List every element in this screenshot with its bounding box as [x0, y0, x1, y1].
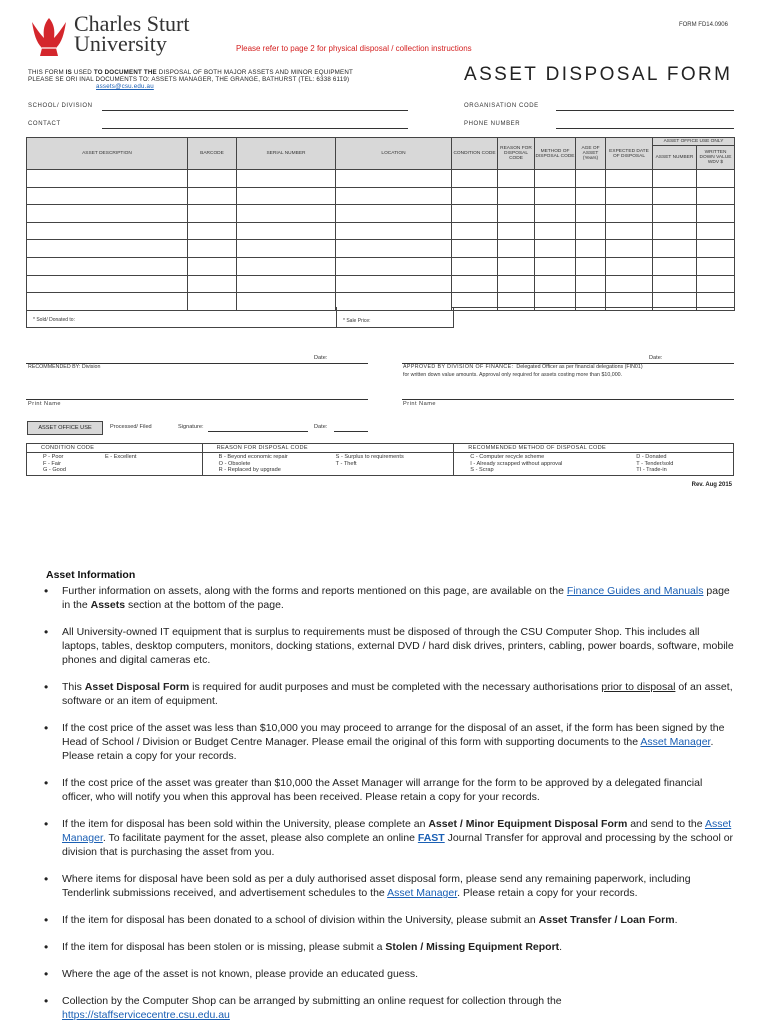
asset-table — [26, 137, 735, 311]
condition-code-item: P - Poor — [43, 454, 64, 460]
form-intro — [28, 69, 353, 91]
org-code-field[interactable] — [556, 110, 734, 111]
underlined-text: prior to disposal — [601, 681, 676, 693]
assets-email-link[interactable]: assets@csu.edu.au — [96, 83, 154, 91]
reason-code-item: B - Beyond economic repair — [218, 454, 288, 460]
col-asset-description: ASSET DESCRIPTION — [27, 138, 188, 170]
reason-code-header: REASON FOR DISPOSAL CODE — [202, 444, 454, 453]
sold-donated-label: * Sold/ Donated to: — [33, 317, 75, 323]
phone-field[interactable] — [556, 128, 734, 129]
table-bottom-line — [452, 307, 734, 308]
intro-bold: IS — [65, 69, 72, 76]
method-code-item: T - Tender/sold — [636, 460, 674, 467]
intro-part: THIS FORM — [28, 69, 66, 76]
approved-note-1: Delegated Officer as per financial delegations (FIN01) — [516, 364, 643, 370]
text: section at the bottom of the page. — [125, 599, 284, 611]
reason-code-item: S - Surplus to requirements — [335, 454, 404, 460]
col-location: LOCATION — [336, 138, 452, 170]
text: . — [559, 941, 563, 953]
office-signature-line[interactable] — [208, 431, 308, 432]
print-name-label-left: Print Name — [28, 401, 61, 407]
logo-line-2: University — [74, 31, 167, 56]
method-code-item: S - Scrap — [470, 467, 494, 474]
intro-part: USED — [72, 69, 94, 76]
table-row[interactable] — [27, 222, 735, 240]
text: . Please retain a copy for your records. — [457, 887, 638, 899]
method-code-item: D - Donated — [636, 454, 667, 460]
approved-note-2: for written down value amounts. Approval only required for assets costing more than $10,000. — [403, 371, 623, 378]
text: Journal Transfer for approval and processing by the school or division that is purchasing the asset from you. — [62, 832, 734, 858]
col-method-code: METHOD OF DISPOSAL CODE — [535, 138, 576, 170]
print-name-line-right[interactable] — [402, 399, 734, 400]
intro-part: DISPOSAL OF BOTH MAJOR ASSETS AND MINOR EQUIPMENT — [156, 69, 354, 76]
col-wdv: WRITTEN DOWN VALUE WDV $ — [697, 146, 735, 170]
reason-code-item: O - Obsolete — [218, 460, 251, 467]
text: and send to the — [627, 818, 705, 830]
condition-code-item: G - Good — [43, 467, 67, 474]
contact-field[interactable] — [102, 128, 408, 129]
form-code: FORM FD14.0906 — [678, 22, 728, 28]
text: . Please retain a copy for your records. — [62, 736, 714, 762]
asset-manager-link[interactable]: Asset Manager — [640, 736, 711, 748]
asset-office-use-badge: ASSET OFFICE USE — [27, 421, 103, 435]
list-item — [44, 584, 734, 612]
revision-label: Rev. Aug 2015 — [691, 482, 732, 488]
recommended-by-label: RECOMMENDED BY: Division — [28, 364, 101, 370]
list-item — [44, 625, 734, 667]
table-row[interactable] — [27, 275, 735, 293]
office-use-header: ASSET OFFICE USE ONLY — [653, 138, 735, 146]
phone-label: PHONE NUMBER — [464, 121, 521, 127]
sold-row — [26, 307, 454, 328]
university-name — [74, 11, 190, 56]
disposal-notice: Please refer to page 2 for physical disposal / collection instructions — [236, 44, 472, 53]
table-row[interactable] — [27, 257, 735, 275]
staff-service-centre-link[interactable]: https://staffservicecentre.csu.edu.au — [62, 1009, 230, 1021]
office-date-label: Date: — [314, 424, 328, 430]
col-barcode: BARCODE — [188, 138, 237, 170]
list-item — [44, 940, 734, 954]
codes-legend — [26, 443, 734, 476]
bold-text: Assets — [90, 599, 126, 611]
date-label-right: Date: — [649, 355, 663, 361]
table-row[interactable] — [27, 240, 735, 258]
sale-price-label: * Sale Price: — [343, 318, 371, 324]
university-logo-icon — [28, 16, 70, 60]
method-code-item: TI - Trade-in — [636, 467, 667, 474]
office-date-line[interactable] — [334, 431, 368, 432]
list-item — [44, 776, 734, 804]
text: Further information on assets, along with the forms and reports mentioned on this page, are available on the — [62, 585, 567, 597]
text: . To facilitate payment for the asset, please also complete an online — [102, 832, 418, 844]
text: . — [674, 914, 678, 926]
text: Where items for disposal have been sold as per a duly authorised asset disposal form, please send any remaining paperwork, including Tenderlink submissions received, and advertisement schedules to the — [62, 873, 691, 899]
text: is required for audit purposes and must be completed with the necessary authorisations — [189, 681, 602, 693]
bold-text: Asset / Minor Equipment Disposal Form — [428, 818, 628, 830]
list-item — [44, 994, 734, 1022]
school-label: SCHOOL/ DIVISION — [28, 103, 93, 109]
method-code-header: RECOMMENDED METHOD OF DISPOSAL CODE — [454, 444, 734, 453]
text: Collection by the Computer Shop can be arranged by submitting an online request for collection through the — [62, 995, 562, 1007]
reason-code-item: T - Theft — [335, 460, 357, 467]
method-code-item: C - Computer recycle scheme — [470, 454, 545, 460]
asset-manager-link[interactable]: Asset Manager — [62, 818, 732, 844]
table-row[interactable] — [27, 170, 735, 188]
list-item — [44, 817, 734, 859]
asset-information-heading: Asset Information — [46, 569, 136, 581]
asset-information-list — [44, 584, 734, 1035]
print-name-line-left[interactable] — [26, 399, 368, 400]
text: of an asset, software or an item of equipment. — [62, 681, 733, 707]
text: Where the age of the asset is not known, please provide an educated guess. — [62, 968, 419, 980]
intro-bold: TO DOCUMENT THE — [93, 69, 157, 76]
intro-line-2: PLEASE SE ORI INAL DOCUMENTS TO: ASSETS MANAGER, THE GRANGE, BATHURST (TEL: 6338 6119) — [28, 76, 350, 84]
condition-code-item: F - Fair — [43, 460, 62, 467]
text: If the item for disposal has been sold within the University, please complete an — [62, 818, 429, 830]
list-item — [44, 967, 734, 981]
col-reason-code: REASON FOR DISPOSAL CODE — [498, 138, 535, 170]
asset-manager-link[interactable]: Asset Manager — [387, 887, 458, 899]
list-item — [44, 721, 734, 763]
text: page in the — [62, 585, 730, 611]
condition-code-item: E - Excellent — [105, 454, 137, 460]
text: All University-owned IT equipment that is surplus to requirements must be disposed of through the CSU Computer Shop. This includes all laptops, tables, desktop computers, monitors, docking stations, external DVD / hard disk drives, printers, cabling, power boards, software, mobile phones and digital cameras etc. — [62, 626, 734, 666]
signature-label: Signature: — [178, 424, 204, 430]
approved-by-label: APPROVED BY DIVISION OF FINANCE: — [403, 364, 514, 370]
col-expected-date: EXPECTED DATE OF DISPOSAL — [606, 138, 653, 170]
finance-guides-link[interactable]: Finance Guides and Manuals — [566, 585, 704, 597]
text: This — [62, 681, 85, 693]
table-row[interactable] — [27, 187, 735, 205]
list-item — [44, 872, 734, 900]
school-field[interactable] — [102, 110, 408, 111]
org-code-label: ORGANISATION CODE — [464, 103, 539, 109]
text: If the cost price of the asset was less than $10,000 you may proceed to arrange for the disposal of an asset, if the form has been signed by the Head of School / Division or Budget Centre Manager. Please email the original of this form with supporting documents to the — [62, 722, 725, 748]
approved-by-block — [403, 364, 735, 379]
list-item — [44, 913, 734, 927]
text: If the item for disposal has been stolen or is missing, please submit a — [62, 941, 386, 953]
text: If the item for disposal has been donated to a school of division within the University, please submit an — [62, 914, 539, 926]
bold-text: Asset Transfer / Loan Form — [538, 914, 675, 926]
table-row[interactable] — [27, 205, 735, 223]
logo-line-1: Charles Sturt — [74, 11, 190, 36]
bold-text: Asset Disposal Form — [84, 681, 190, 693]
condition-code-header: CONDITION CODE — [27, 444, 203, 453]
print-name-label-right: Print Name — [403, 401, 436, 407]
processed-filed-label: Processed/ Filed — [110, 424, 152, 430]
text: If the cost price of the asset was greater than $10,000 the Asset Manager will arrange for the form to be approved by a delegated financial officer, who will notify you when this approval has been received. Please retain a copy for your records. — [62, 777, 703, 803]
bold-text: Stolen / Missing Equipment Report — [385, 941, 560, 953]
col-serial-number: SERIAL NUMBER — [237, 138, 336, 170]
list-item — [44, 680, 734, 708]
contact-label: CONTACT — [28, 121, 61, 127]
col-asset-number: ASSET NUMBER — [653, 146, 697, 170]
method-code-item: I - Already scrapped without approval — [470, 460, 563, 467]
fast-link[interactable]: FAST — [417, 832, 445, 844]
reason-code-item: R - Replaced by upgrade — [218, 467, 281, 474]
col-age: AGE OF ASSET (Years) — [576, 138, 606, 170]
col-condition-code: CONDITION CODE — [452, 138, 498, 170]
form-title: ASSET DISPOSAL FORM — [464, 64, 733, 85]
date-label-left: Date: — [314, 355, 328, 361]
